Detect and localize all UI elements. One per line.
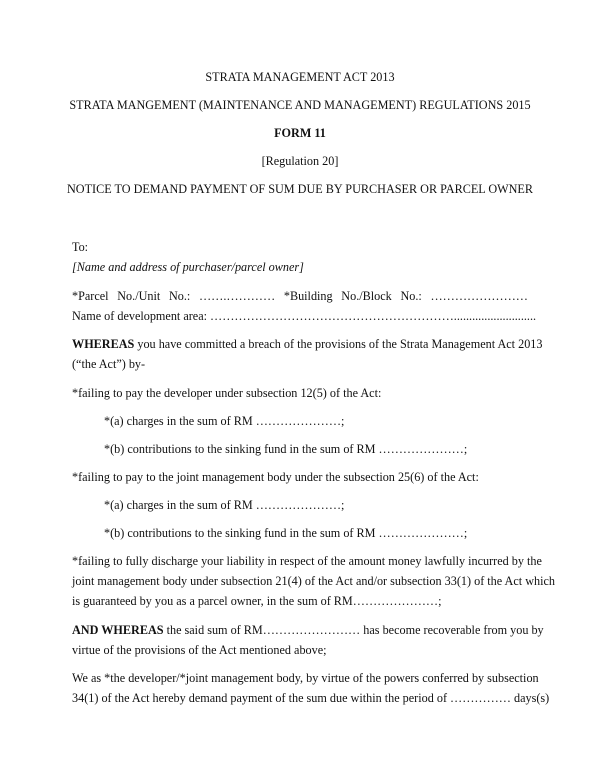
developer-charges-item: *(a) charges in the sum of RM …………………; bbox=[104, 414, 345, 428]
and-whereas-line-1 bbox=[72, 623, 544, 637]
whereas-keyword: WHEREAS bbox=[72, 337, 135, 351]
whereas-line-1 bbox=[72, 337, 543, 351]
name-address-placeholder bbox=[72, 260, 304, 274]
and-whereas-keyword: AND WHEREAS bbox=[72, 623, 164, 637]
liability-line-3: is guaranteed by you as a parcel owner, in the sum of RM…………………; bbox=[72, 594, 442, 608]
act-title: STRATA MANAGEMENT ACT 2013 bbox=[205, 70, 395, 84]
developer-sinking-fund-item: *(b) contributions to the sinking fund in the sum of RM …………………; bbox=[104, 442, 468, 456]
jmb-sinking-fund-item: *(b) contributions to the sinking fund in the sum of RM …………………; bbox=[104, 526, 468, 540]
whereas-text: you have committed a breach of the provisions of the Strata Management Act 2013 bbox=[134, 337, 543, 351]
form-number-text: FORM 11 bbox=[274, 126, 326, 140]
form-number bbox=[0, 126, 600, 140]
liability-line-1: *failing to fully discharge your liability in respect of the amount money lawfully incurred by the bbox=[72, 554, 542, 568]
demand-line-2: 34(1) of the Act hereby demand payment of the sum due within the period of …………… days(s) bbox=[72, 691, 550, 705]
fail-jmb-clause: *failing to pay to the joint management body under the subsection 25(6) of the Act: bbox=[72, 470, 479, 484]
notice-title: NOTICE TO DEMAND PAYMENT OF SUM DUE BY PURCHASER OR PARCEL OWNER bbox=[66, 182, 533, 196]
jmb-charges-item: *(a) charges in the sum of RM …………………; bbox=[104, 498, 345, 512]
and-whereas-text: the said sum of RM…………………… has become recoverable from you by bbox=[163, 623, 544, 637]
demand-line-1: We as *the developer/*joint management body, by virtue of the powers conferred by subsection bbox=[72, 671, 539, 685]
liability-line-2: joint management body under subsection 21(4) of the Act and/or subsection 33(1) of the Act which bbox=[72, 574, 555, 588]
and-whereas-line-2: virtue of the provisions of the Act mentioned above; bbox=[72, 643, 327, 657]
regulations-title: STRATA MANGEMENT (MAINTENANCE AND MANAGEMENT) REGULATIONS 2015 bbox=[69, 98, 531, 112]
to-label: To: bbox=[72, 240, 89, 254]
parcel-building-field: *Parcel No./Unit No.: …….………… *Building No./Block No.: …………………… bbox=[72, 289, 528, 303]
name-address-placeholder-text: [Name and address of purchaser/parcel owner] bbox=[72, 260, 304, 274]
development-area-field: Name of development area: ……………………………………………………........................... bbox=[72, 309, 537, 323]
fail-developer-clause: *failing to pay the developer under subsection 12(5) of the Act: bbox=[72, 386, 382, 400]
regulation-reference: [Regulation 20] bbox=[261, 154, 339, 168]
whereas-line-2: (“the Act”) by- bbox=[72, 357, 146, 371]
